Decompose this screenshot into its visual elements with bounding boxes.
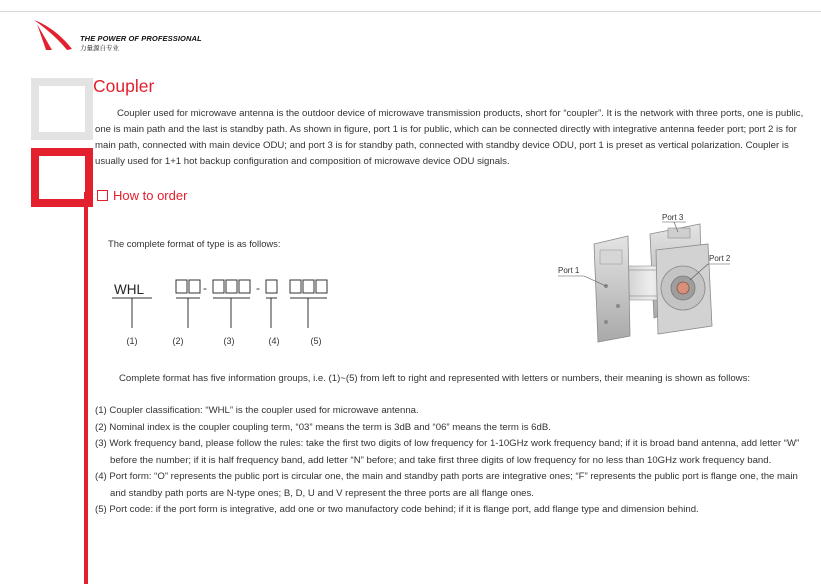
code-separator-1: -: [203, 281, 207, 295]
list-item: (3) Work frequency band, please follow the rules: take the first two digits of low frequency for 1-10GHz work frequency band; if it is broad band antenna, add letter “W” before the number; if it is half frequency band, add letter “N” before; and take first three digits of low frequency for no less than 10GHz work frequency band.: [95, 438, 800, 466]
port-2-label: Port 2: [709, 254, 731, 263]
list-item: (5) Port code: if the port form is integrative, add one or two manufactory code behind; if it is flange port, add flange type and dimension behind.: [95, 504, 699, 515]
complete-format-paragraph: [95, 371, 805, 388]
list-item: (4) Port form: “O” represents the public port is circular one, the main and standby path ports are integrative ones; “F” represents the public port is flange one, the main and standby path ports are N-type ones; B, D, U and V represent the three ports are all flange ones.: [95, 471, 798, 499]
code-label-4: (4): [268, 336, 280, 346]
port-3-label: Port 3: [662, 213, 684, 222]
header-divider: [0, 11, 821, 12]
complete-format-text: Complete format has five information groups, i.e. (1)~(5) from left to right and represented with letters or numbers, their meaning is shown as follows:: [119, 373, 751, 384]
code-label-1: (1): [126, 336, 138, 346]
coupler-photo: [550, 210, 750, 350]
how-to-order-label: How to order: [113, 188, 188, 203]
code-slots: [176, 280, 327, 293]
intro-paragraph: [95, 106, 817, 170]
code-label-2: (2): [172, 336, 184, 346]
checkbox-square-icon: [97, 190, 108, 201]
code-label-5: (5): [310, 336, 322, 346]
meaning-list: [95, 403, 811, 519]
code-label-3: (3): [223, 336, 235, 346]
section-red-bar: [84, 192, 88, 584]
list-item: (1) Coupler classification: “WHL” is the coupler used for microwave antenna.: [95, 405, 419, 416]
page-title: Coupler: [93, 76, 155, 96]
intro-text: Coupler used for microwave antenna is the outdoor device of microwave transmission products, short for “coupler”. It is the network with three ports, one is public, one is main path and the last is standby path. As shown in figure, port 1 is for public, which can be connected directly with integrative antenna feeder port; port 2 is for main path, connected with main device ODU; and port 3 is for standby path, connected with standby device ODU, port 1 is preset as vertical polarization. Coupler is usually used for 1+1 hot backup configuration and composition of microwave device ODU signals.: [95, 108, 804, 167]
port-1-label: Port 1: [558, 266, 580, 275]
format-intro: The complete format of type is as follows:: [108, 238, 281, 249]
how-to-order-heading: [97, 188, 187, 203]
list-item: (2) Nominal index is the coupler coupling term, “03” means the term is 3dB and “06” means the term is 6dB.: [95, 421, 551, 433]
code-separator-2: -: [256, 281, 260, 295]
company-logo: [34, 20, 80, 54]
decor-grey-square: [31, 78, 93, 140]
slogan-chinese: 力量源自专业: [80, 45, 119, 52]
code-prefix: WHL: [114, 282, 144, 297]
code-brackets: [112, 298, 327, 328]
slogan-english: THE POWER OF PROFESSIONAL: [80, 34, 202, 43]
order-code-diagram: [110, 272, 350, 352]
